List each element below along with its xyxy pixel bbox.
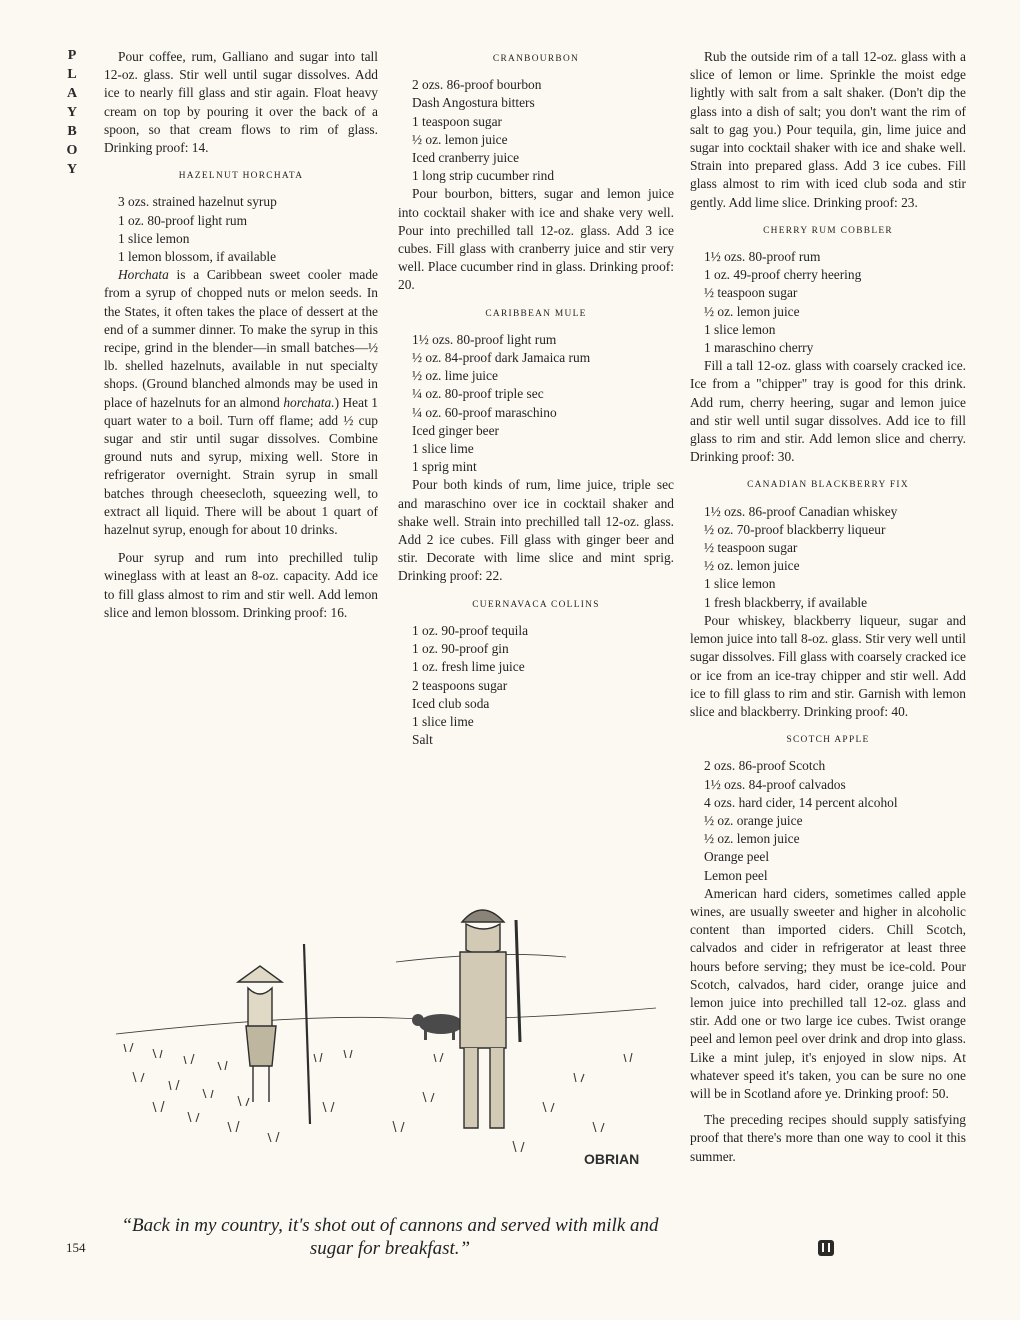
ingredient: 1 oz. 90-proof gin — [412, 641, 509, 657]
rice-sprouts — [124, 1043, 632, 1152]
farmer-figure — [238, 944, 310, 1124]
ingredient: ½ teaspoon sugar — [704, 540, 798, 556]
ingredient: 1 fresh blackberry, if available — [704, 594, 868, 610]
ingredient: Iced ginger beer — [412, 422, 499, 438]
closing-paragraph: The preceding recipes should supply satisfying proof that there's more than one way to cool it this summer. — [690, 1112, 966, 1164]
ingredient: 1 teaspoon sugar — [412, 113, 502, 129]
ingredient-list — [398, 76, 674, 185]
recipe-heading: HAZELNUT HORCHATA — [178, 171, 304, 182]
text-run: is a Caribbean sweet cooler made from a syrup of chopped nuts or melon seeds. In the States, it often takes the place of dessert at the end of a summer dinner. To make the syrup in this recipe, grind in the blender—in small batches—½ lb. shelled hazelnuts, available in nut specialty shops. (Ground blanched almonds may be used in place of hazelnuts for an almond — [104, 267, 378, 410]
rabbit-end-mark-icon — [818, 1240, 834, 1256]
ingredient: ½ oz. lime juice — [412, 368, 498, 384]
ingredient: Salt — [412, 732, 433, 748]
cartoon-illustration — [96, 812, 662, 1202]
ingredient: 2 ozs. 86-proof bourbon — [412, 77, 542, 93]
recipe-heading: CUERNAVACA COLLINS — [472, 599, 600, 610]
ingredient-list — [398, 622, 674, 749]
soldier-figure — [460, 910, 520, 1128]
ingredient: ½ teaspoon sugar — [704, 285, 798, 301]
column-1 — [104, 48, 378, 622]
recipe-directions: Pour both kinds of rum, lime juice, triple sec and maraschino over ice in cocktail shaker and shake well. Strain into prechilled tall 12-oz. glass. Add 2 ice cubes. Fill glass with ginger beer and stir. Decorate with lime slice and mint sprig. Drinking proof: 22. — [398, 477, 674, 584]
ingredient: 2 teaspoons sugar — [412, 677, 508, 693]
ingredient: ½ oz. lemon juice — [704, 831, 800, 847]
ingredient: 1 oz. fresh lime juice — [412, 659, 525, 675]
cartoon-caption: “Back in my country, it's shot out of cannons and served with milk and sugar for breakfast.” — [121, 1215, 659, 1259]
recipe-heading: CANADIAN BLACKBERRY FIX — [747, 480, 909, 491]
ingredient-list — [690, 503, 966, 612]
ingredient: 1½ ozs. 84-proof calvados — [704, 776, 846, 792]
recipe-heading: SCOTCH APPLE — [786, 735, 870, 746]
body-paragraph — [104, 266, 378, 539]
ingredient: 1 oz. 80-proof light rum — [118, 212, 248, 228]
ingredient: Iced club soda — [412, 695, 490, 711]
ingredient: 1 maraschino cherry — [704, 340, 814, 356]
masthead-letter: A — [66, 86, 78, 101]
intro-paragraph: Pour coffee, rum, Galliano and sugar into tall 12-oz. glass. Stir well until sugar dissolves. Add ice to nearly fill glass and stir again. Float heavy cream on top by pouring it over the back of a spoon, so that cream flows to rim of glass. Drinking proof: 14. — [104, 49, 378, 156]
ingredient-list — [104, 193, 378, 266]
ingredient: 1 sprig mint — [412, 459, 477, 475]
ingredient: ½ oz. 70-proof blackberry liqueur — [704, 521, 886, 537]
ingredient: Dash Angostura bitters — [412, 95, 535, 111]
column-3 — [690, 48, 966, 1166]
masthead-letter: B — [67, 124, 77, 139]
masthead-letter: Y — [66, 162, 78, 177]
recipe-directions: Pour whiskey, blackberry liqueur, sugar and lemon juice into tall 8-oz. glass. Stir very well until sugar dissolves. Fill glass with coarsely cracked ice or ice from an ice-tray chipper and stir well. Add ice to fill glass to rim and stir. Garnish with lemon slice and blackberry. Drinking proof: 40. — [690, 612, 966, 719]
masthead-letter: P — [67, 48, 77, 63]
cartoonist-signature: OBRIAN — [584, 1151, 640, 1167]
recipe-directions: American hard ciders, sometimes called apple wines, are usually sweeter and higher in alcoholic content than imported ciders. Chill Scotch, calvados and cider in refrigerator at least three hours before serving; they must be ice-cold. Pour Scotch, calvados, hard cider, orange juice and lemon juice into prechilled tall 12-oz. glass and stir. Add one or two large ice cubes. Twist orange peel and lemon peel over drink and drop into glass. Like a mint julep, it's enjoyed in slow nips. At whatever speed it's taken, you can be sure no one will be in Scotland afore ye. Drinking proof: 50. — [690, 885, 966, 1101]
recipe-directions: Rub the outside rim of a tall 12-oz. glass with a slice of lemon or lime. Sprinkle the moist edge lightly with salt from a salt shaker. (Don't dip the glass into a dish of salt; you don't want the rim of salt to gag you.) Pour tequila, gin, lime juice and sugar into cocktail shaker with ice and shake well. Strain into prepared glass. Add 3 ice cubes. Fill glass almost to rim with iced club soda and stir gently. Add lime slice. Drinking proof: 23. — [690, 49, 966, 210]
masthead-rail — [64, 46, 80, 179]
masthead-letter: L — [67, 67, 77, 82]
ingredient: 1 slice lime — [412, 441, 474, 457]
ingredient-list — [398, 331, 674, 477]
masthead-letter: Y — [66, 105, 78, 120]
ingredient: 1 slice lemon — [118, 230, 190, 246]
ingredient: 1 lemon blossom, if available — [118, 249, 277, 265]
ingredient: 1 oz. 90-proof tequila — [412, 622, 529, 638]
masthead-letter: O — [66, 143, 78, 158]
page-number: 154 — [66, 1240, 86, 1255]
ingredient: ½ oz. 84-proof dark Jamaica rum — [412, 350, 591, 366]
ingredient: ¼ oz. 80-proof triple sec — [412, 386, 544, 402]
ingredient: 1 slice lemon — [704, 321, 776, 337]
ingredient: 4 ozs. hard cider, 14 percent alcohol — [704, 794, 898, 810]
ingredient: Lemon peel — [704, 867, 768, 883]
ingredient: 1½ ozs. 86-proof Canadian whiskey — [704, 503, 898, 519]
ingredient: ¼ oz. 60-proof maraschino — [412, 404, 557, 420]
italic-term: Horchata — [118, 267, 169, 283]
ingredient-list — [690, 248, 966, 357]
ox-drawing — [412, 1014, 463, 1040]
ingredient: ½ oz. orange juice — [704, 812, 803, 828]
ingredient: ½ oz. lemon juice — [704, 303, 800, 319]
text-run: ) Heat 1 quart water to a boil. Turn off flame; add ½ cup sugar and stir until sugar dissolves. Combine ground nuts and syrup, mixing well. Store in refrigerator overnight. Strain syrup in small batches through cheesecloth, squeezing well, to extract all liquid. There will be about 1 quart of hazelnut syrup, enough for about 10 drinks. — [104, 394, 378, 538]
ingredient: ½ oz. lemon juice — [704, 558, 800, 574]
ingredient: 1 long strip cucumber rind — [412, 168, 555, 184]
ingredient: 1 oz. 49-proof cherry heering — [704, 267, 862, 283]
ingredient: Orange peel — [704, 849, 770, 865]
ingredient: 1½ ozs. 80-proof rum — [704, 249, 821, 265]
ingredient: ½ oz. lemon juice — [412, 131, 508, 147]
italic-term: horchata. — [283, 394, 335, 410]
column-2 — [398, 48, 674, 749]
recipe-heading: CARIBBEAN MULE — [485, 308, 587, 319]
recipe-directions: Fill a tall 12-oz. glass with coarsely cracked ice. Ice from a "chipper" tray is good for this drink. Add rum, cherry heering, sugar and lemon juice and stir well until sugar dissolves. Add ice to fill glass to rim and stir. Add lemon slice and cherry. Drinking proof: 30. — [690, 358, 966, 465]
ingredient: 3 ozs. strained hazelnut syrup — [118, 194, 277, 210]
ingredient: 1½ ozs. 80-proof light rum — [412, 331, 557, 347]
body-paragraph: Pour syrup and rum into prechilled tulip wineglass with at least an 8-oz. capacity. Add ice to fill glass almost to rim and stir well. Add lemon slice and lemon blossom. Drinking proof: 16. — [104, 550, 378, 620]
ingredient: 2 ozs. 86-proof Scotch — [704, 758, 826, 774]
recipe-directions: Pour bourbon, bitters, sugar and lemon juice into cocktail shaker with ice and shake very well. Pour into prechilled tall 12-oz. glass. Add 3 ice cubes. Fill glass with cranberry juice and stir very well. Place cucumber rind in glass. Drinking proof: 20. — [398, 186, 674, 293]
ingredient: Iced cranberry juice — [412, 150, 520, 166]
ingredient-list — [690, 757, 966, 884]
ingredient: 1 slice lemon — [704, 576, 776, 592]
recipe-heading: CRANBOURBON — [492, 54, 580, 64]
ingredient: 1 slice lime — [412, 713, 474, 729]
recipe-heading: CHERRY RUM COBBLER — [763, 225, 893, 236]
